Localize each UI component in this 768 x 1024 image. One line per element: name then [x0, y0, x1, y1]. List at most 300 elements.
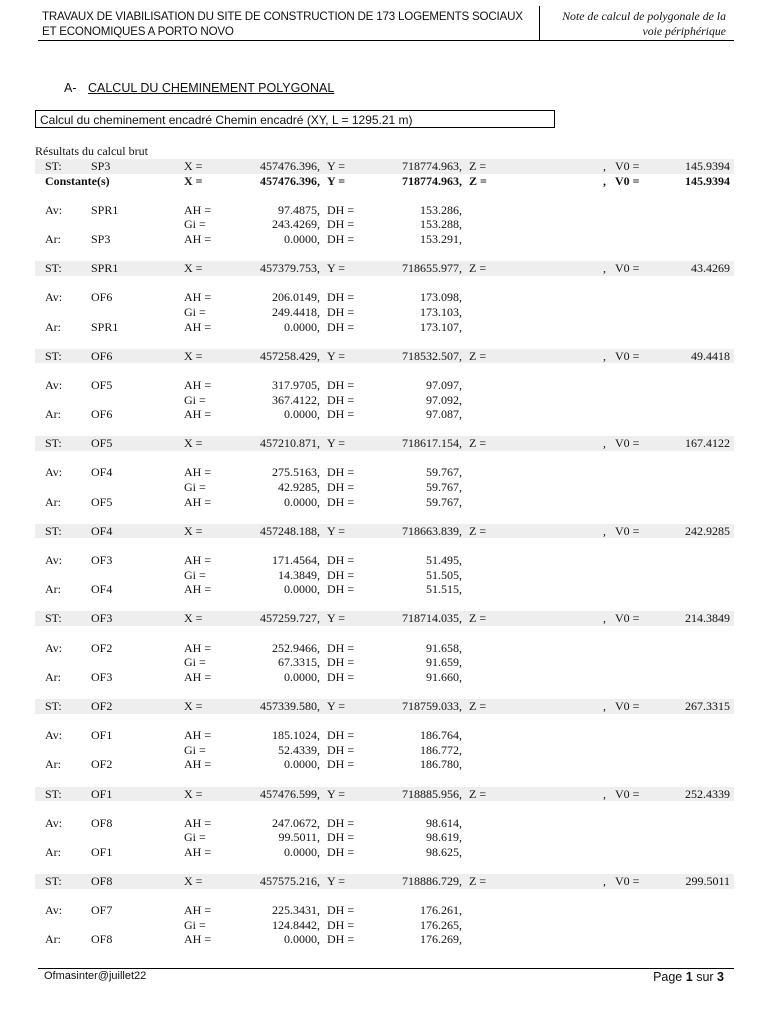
cell-v2: 176.261, [420, 903, 462, 918]
cell-l2: Y = [327, 786, 345, 801]
cell-l1: X = [184, 698, 203, 713]
cell-l1: Gi = [184, 655, 206, 670]
cell-l1: AH = [184, 377, 212, 392]
section-letter: A- [64, 81, 77, 95]
cell-name: OF6 [91, 290, 113, 305]
cell-l1: X = [184, 523, 203, 538]
cell-l1: AH = [184, 669, 212, 684]
cell-l2: DH = [327, 319, 355, 334]
cell-v4: 167.4122 [685, 436, 730, 451]
cell-name: SPR1 [91, 261, 119, 276]
cell-l2: Y = [327, 261, 345, 276]
cell-v1: 97.4875, [278, 202, 320, 217]
observation-row [35, 568, 734, 583]
cell-l1: AH = [184, 903, 212, 918]
spacer-row [35, 188, 734, 203]
cell-v2: 718617.154, [402, 436, 462, 451]
cell-l1: Gi = [184, 304, 206, 319]
cell-l3: Z = [469, 523, 487, 538]
cell-v1: 0.0000, [284, 844, 320, 859]
cell-comma: , [603, 611, 606, 626]
cell-v1: 0.0000, [284, 669, 320, 684]
cell-l2: DH = [327, 655, 355, 670]
cell-l4: V0 = [615, 159, 640, 173]
cell-v1: 185.1024, [272, 728, 320, 743]
cell-type: Constante(s) [45, 173, 110, 188]
observation-row [35, 670, 734, 685]
spacer-row [35, 422, 734, 437]
cell-name: OF6 [91, 407, 113, 422]
station-row [35, 159, 734, 174]
cell-l3: Z = [469, 159, 487, 173]
cell-v1: 0.0000, [284, 582, 320, 597]
spacer-row [35, 363, 734, 378]
cell-l2: DH = [327, 582, 355, 597]
station-row [35, 699, 734, 714]
cell-type: Av: [45, 640, 63, 655]
cell-v1: 252.9466, [272, 640, 320, 655]
cell-v2: 59.767, [426, 480, 462, 495]
observation-row [35, 232, 734, 247]
cell-v2: 59.767, [426, 465, 462, 480]
cell-l4: V0 = [615, 348, 640, 363]
cell-v2: 59.767, [426, 494, 462, 509]
footer-rule [38, 968, 734, 969]
cell-v2: 51.505, [426, 567, 462, 582]
cell-type: ST: [45, 436, 62, 451]
cell-v1: 243.4269, [272, 217, 320, 232]
cell-v2: 173.098, [420, 290, 462, 305]
cell-v2: 176.269, [420, 932, 462, 947]
spacer-row [35, 714, 734, 729]
cell-l2: DH = [327, 757, 355, 772]
cell-v1: 457339.580, [260, 698, 320, 713]
cell-l1: Gi = [184, 917, 206, 932]
cell-v1: 0.0000, [284, 407, 320, 422]
cell-v2: 91.658, [426, 640, 462, 655]
constant-row [35, 174, 734, 189]
cell-v2: 173.103, [420, 304, 462, 319]
cell-v2: 153.286, [420, 202, 462, 217]
cell-v4: 299.5011 [685, 874, 730, 889]
cell-l1: AH = [184, 553, 212, 568]
cell-l1: AH = [184, 202, 212, 217]
cell-l2: DH = [327, 465, 355, 480]
cell-type: ST: [45, 698, 62, 713]
observation-row [35, 728, 734, 743]
cell-v1: 0.0000, [284, 319, 320, 334]
cell-v2: 186.764, [420, 728, 462, 743]
cell-l2: DH = [327, 290, 355, 305]
cell-v2: 91.660, [426, 669, 462, 684]
cell-l4: V0 = [615, 698, 640, 713]
observation-row [35, 290, 734, 305]
cell-v2: 153.291, [420, 231, 462, 246]
cell-v2: 51.515, [426, 582, 462, 597]
observation-row [35, 495, 734, 510]
cell-type: Av: [45, 728, 63, 743]
cell-name: OF4 [91, 523, 113, 538]
cell-l2: DH = [327, 553, 355, 568]
cell-v1: 124.8442, [272, 917, 320, 932]
cell-type: ST: [45, 786, 62, 801]
cell-l2: DH = [327, 932, 355, 947]
cell-name: OF8 [91, 815, 113, 830]
cell-v1: 52.4339, [278, 742, 320, 757]
of-word: sur [696, 970, 714, 984]
cell-comma: , [603, 786, 606, 801]
cell-l2: DH = [327, 407, 355, 422]
cell-l4: V0 = [615, 523, 640, 538]
observation-row [35, 203, 734, 218]
cell-v1: 249.4418, [272, 304, 320, 319]
cell-l1: AH = [184, 757, 212, 772]
page-number [653, 970, 724, 984]
cell-v2: 718714.035, [402, 611, 462, 626]
cell-l3: Z = [469, 261, 487, 276]
cell-l3: Z = [469, 698, 487, 713]
cell-name: SPR1 [91, 202, 119, 217]
cell-name: OF7 [91, 903, 113, 918]
cell-v1: 457248.188, [260, 523, 320, 538]
cell-l2: Y = [327, 173, 346, 188]
cell-name: OF1 [91, 786, 113, 801]
cell-l4: V0 = [615, 261, 640, 276]
cell-l2: DH = [327, 217, 355, 232]
section-heading [64, 81, 334, 95]
cell-comma: , [603, 261, 606, 276]
cell-v2: 51.495, [426, 553, 462, 568]
cell-l1: AH = [184, 494, 212, 509]
cell-v4: 242.9285 [685, 523, 730, 538]
observation-row [35, 830, 734, 845]
cell-l4: V0 = [615, 611, 640, 626]
observation-row [35, 845, 734, 860]
cell-l3: Z = [469, 173, 487, 188]
cell-comma: , [603, 523, 606, 538]
observation-row [35, 641, 734, 656]
cell-comma: , [603, 159, 606, 173]
spacer-row [35, 276, 734, 291]
cell-name: OF4 [91, 582, 113, 597]
observation-row [35, 480, 734, 495]
cell-v2: 718655.977, [402, 261, 462, 276]
cell-l2: Y = [327, 436, 345, 451]
spacer-row [35, 626, 734, 641]
cell-l1: X = [184, 436, 203, 451]
cell-l1: AH = [184, 640, 212, 655]
station-row [35, 349, 734, 364]
cell-l2: DH = [327, 640, 355, 655]
cell-l2: DH = [327, 377, 355, 392]
results-table [35, 159, 734, 947]
cell-l1: AH = [184, 465, 212, 480]
cell-l4: V0 = [615, 786, 640, 801]
cell-v4: 49.4418 [691, 348, 730, 363]
cell-v1: 457379.753, [260, 261, 320, 276]
cell-v1: 14.3849, [278, 567, 320, 582]
cell-l1: Gi = [184, 567, 206, 582]
cell-l1: AH = [184, 582, 212, 597]
cell-v2: 718774.963, [402, 173, 462, 188]
cell-v1: 457476.396, [260, 173, 320, 188]
cell-v2: 98.625, [426, 844, 462, 859]
cell-name: OF6 [91, 348, 113, 363]
cell-l2: Y = [327, 611, 345, 626]
cell-v1: 67.3315, [278, 655, 320, 670]
observation-row [35, 553, 734, 568]
cell-v4: 145.9394 [685, 159, 730, 173]
cell-v4: 252.4339 [685, 786, 730, 801]
cell-l2: DH = [327, 728, 355, 743]
cell-v1: 457210.871, [260, 436, 320, 451]
cell-v2: 718774.963, [402, 159, 462, 173]
cell-name: SP3 [91, 159, 111, 173]
cell-l2: DH = [327, 231, 355, 246]
cell-type: Ar: [45, 407, 61, 422]
cell-v2: 173.107, [420, 319, 462, 334]
cell-type: ST: [45, 523, 62, 538]
cell-l3: Z = [469, 786, 487, 801]
station-row [35, 611, 734, 626]
cell-l3: Z = [469, 436, 487, 451]
station-row [35, 874, 734, 889]
cell-v2: 97.092, [426, 392, 462, 407]
cell-l3: Z = [469, 874, 487, 889]
cell-comma: , [603, 698, 606, 713]
cell-v4: 214.3849 [685, 611, 730, 626]
cell-type: Ar: [45, 757, 61, 772]
cell-v4: 267.3315 [685, 698, 730, 713]
calculation-box-title: Calcul du cheminement encadré Chemin encadré (XY, L = 1295.21 m) [35, 110, 555, 128]
cell-type: ST: [45, 159, 62, 173]
project-title: TRAVAUX DE VIABILISATION DU SITE DE CONSTRUCTION DE 173 LOGEMENTS SOCIAUX ET ECONOMIQUES A PORTO NOVO [42, 10, 523, 38]
cell-v2: 186.772, [420, 742, 462, 757]
observation-row [35, 465, 734, 480]
cell-v1: 99.5011, [278, 830, 320, 845]
observation-row [35, 816, 734, 831]
cell-name: OF8 [91, 932, 113, 947]
cell-type: Av: [45, 553, 63, 568]
cell-type: ST: [45, 348, 62, 363]
cell-v1: 42.9285, [278, 480, 320, 495]
cell-v4: 145.9394 [685, 173, 730, 188]
cell-v1: 206.0149, [272, 290, 320, 305]
cell-type: ST: [45, 611, 62, 626]
spacer-row [35, 684, 734, 699]
station-row [35, 524, 734, 539]
cell-l2: DH = [327, 830, 355, 845]
cell-l4: V0 = [615, 874, 640, 889]
cell-l1: AH = [184, 319, 212, 334]
spacer-row [35, 451, 734, 466]
cell-v2: 97.097, [426, 377, 462, 392]
cell-name: OF3 [91, 553, 113, 568]
cell-name: OF3 [91, 669, 113, 684]
observation-row [35, 305, 734, 320]
cell-v1: 457575.216, [260, 874, 320, 889]
cell-l2: Y = [327, 523, 345, 538]
cell-v1: 171.4564, [272, 553, 320, 568]
cell-l1: AH = [184, 407, 212, 422]
observation-row [35, 393, 734, 408]
cell-v1: 457476.396, [260, 159, 320, 173]
cell-v2: 718885.956, [402, 786, 462, 801]
cell-v4: 43.4269 [691, 261, 730, 276]
cell-type: Av: [45, 815, 63, 830]
cell-v1: 367.4122, [272, 392, 320, 407]
cell-v1: 317.9705, [272, 377, 320, 392]
page-header [38, 6, 734, 41]
observation-row [35, 407, 734, 422]
cell-v1: 0.0000, [284, 231, 320, 246]
page-current: 1 [685, 970, 693, 984]
cell-l1: Gi = [184, 480, 206, 495]
observation-row [35, 378, 734, 393]
cell-l3: Z = [469, 348, 487, 363]
cell-v2: 98.614, [426, 815, 462, 830]
cell-l1: X = [184, 261, 203, 276]
cell-v1: 0.0000, [284, 494, 320, 509]
cell-type: ST: [45, 261, 62, 276]
cell-l2: DH = [327, 844, 355, 859]
cell-comma: , [603, 173, 606, 188]
cell-l2: DH = [327, 917, 355, 932]
cell-type: Av: [45, 903, 63, 918]
cell-l2: DH = [327, 202, 355, 217]
cell-type: Ar: [45, 582, 61, 597]
cell-l1: AH = [184, 844, 212, 859]
cell-type: Ar: [45, 669, 61, 684]
cell-type: Ar: [45, 844, 61, 859]
cell-type: Ar: [45, 932, 61, 947]
cell-type: ST: [45, 874, 62, 889]
cell-v2: 91.659, [426, 655, 462, 670]
cell-l1: Gi = [184, 217, 206, 232]
cell-name: OF2 [91, 640, 113, 655]
spacer-row [35, 597, 734, 612]
cell-v2: 718886.729, [402, 874, 462, 889]
spacer-row [35, 889, 734, 904]
observation-row [35, 932, 734, 947]
cell-l2: Y = [327, 348, 345, 363]
cell-l1: Gi = [184, 392, 206, 407]
cell-name: OF2 [91, 757, 113, 772]
cell-type: Av: [45, 465, 63, 480]
cell-l2: DH = [327, 815, 355, 830]
cell-name: OF5 [91, 494, 113, 509]
cell-v1: 0.0000, [284, 932, 320, 947]
cell-l1: Gi = [184, 830, 206, 845]
page-total: 3 [717, 970, 724, 984]
cell-v1: 457258.429, [260, 348, 320, 363]
spacer-row [35, 801, 734, 816]
cell-v1: 275.5163, [272, 465, 320, 480]
cell-name: SP3 [91, 231, 111, 246]
cell-l2: DH = [327, 903, 355, 918]
cell-name: OF8 [91, 874, 113, 889]
cell-l2: DH = [327, 494, 355, 509]
spacer-row [35, 509, 734, 524]
cell-l2: DH = [327, 392, 355, 407]
observation-row [35, 903, 734, 918]
cell-v2: 718759.033, [402, 698, 462, 713]
cell-name: OF2 [91, 698, 113, 713]
cell-v1: 225.3431, [272, 903, 320, 918]
station-row [35, 436, 734, 451]
cell-v2: 153.288, [420, 217, 462, 232]
document-subject: Note de calcul de polygonale de la voie périphérique [562, 9, 726, 38]
cell-l1: X = [184, 159, 203, 173]
cell-l1: AH = [184, 815, 212, 830]
cell-v1: 0.0000, [284, 757, 320, 772]
cell-l4: V0 = [615, 436, 640, 451]
cell-l1: X = [184, 874, 203, 889]
observation-row [35, 320, 734, 335]
cell-l2: DH = [327, 567, 355, 582]
observation-row [35, 582, 734, 597]
cell-l2: DH = [327, 480, 355, 495]
cell-l2: Y = [327, 159, 345, 173]
observation-row [35, 217, 734, 232]
observation-row [35, 655, 734, 670]
cell-l1: X = [184, 173, 203, 188]
cell-l1: X = [184, 786, 203, 801]
cell-v2: 718532.507, [402, 348, 462, 363]
cell-v2: 98.619, [426, 830, 462, 845]
cell-type: Ar: [45, 494, 61, 509]
cell-name: OF5 [91, 436, 113, 451]
observation-row [35, 757, 734, 772]
cell-l2: DH = [327, 304, 355, 319]
cell-l1: AH = [184, 290, 212, 305]
cell-v1: 247.0672, [272, 815, 320, 830]
spacer-row [35, 772, 734, 787]
page-word: Page [653, 970, 683, 984]
cell-name: SPR1 [91, 319, 119, 334]
cell-l1: X = [184, 348, 203, 363]
section-title: CALCUL DU CHEMINEMENT POLYGONAL [87, 81, 335, 95]
cell-name: OF3 [91, 611, 113, 626]
cell-comma: , [603, 874, 606, 889]
spacer-row [35, 247, 734, 262]
cell-v1: 457259.727, [260, 611, 320, 626]
cell-l1: AH = [184, 932, 212, 947]
cell-name: OF1 [91, 728, 113, 743]
station-row [35, 261, 734, 276]
spacer-row [35, 334, 734, 349]
observation-row [35, 918, 734, 933]
cell-comma: , [603, 436, 606, 451]
cell-l2: DH = [327, 669, 355, 684]
cell-type: Ar: [45, 319, 61, 334]
cell-l1: AH = [184, 231, 212, 246]
spacer-row [35, 538, 734, 553]
cell-l3: Z = [469, 611, 487, 626]
cell-l1: Gi = [184, 742, 206, 757]
station-row [35, 787, 734, 802]
cell-type: Av: [45, 377, 63, 392]
cell-name: OF5 [91, 377, 113, 392]
cell-type: Av: [45, 202, 63, 217]
cell-v2: 176.265, [420, 917, 462, 932]
cell-type: Av: [45, 290, 63, 305]
cell-l1: X = [184, 611, 203, 626]
cell-v2: 97.087, [426, 407, 462, 422]
cell-l1: AH = [184, 728, 212, 743]
cell-l4: V0 = [615, 173, 640, 188]
header-divider [539, 6, 540, 40]
